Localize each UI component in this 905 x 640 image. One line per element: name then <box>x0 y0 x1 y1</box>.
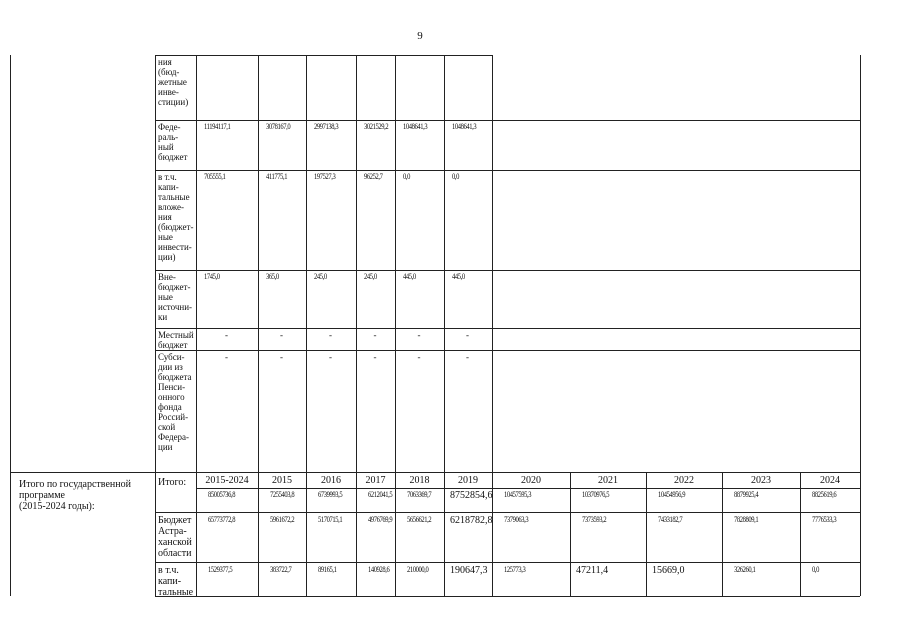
total-value: 8879925,4 <box>734 490 759 499</box>
total-value: 8752854,6 <box>450 490 493 501</box>
cell-value: 445,0 <box>403 272 416 281</box>
upper-column-line <box>395 55 396 472</box>
total-value: 7255403,8 <box>270 490 295 499</box>
cell-value: 3021529,2 <box>364 122 389 131</box>
cell-value: 705555,1 <box>204 172 226 181</box>
year-header: 2018 <box>409 475 430 486</box>
row-label: Феде- раль- ный бюджет <box>158 122 188 162</box>
row-label: Субси- дии из бюджета Пенси- онного фонда Россий- ской Федера- ции <box>158 352 192 452</box>
row-label: Бюджет Астра- ханской области <box>158 515 192 559</box>
upper-column-line <box>258 55 259 472</box>
total-value: 10454956,9 <box>658 490 686 499</box>
cell-value: 3078167,0 <box>266 122 291 131</box>
cell-value: 365,0 <box>266 272 279 281</box>
lower-column-line <box>356 472 357 596</box>
cell-value: - <box>417 352 421 362</box>
cell-value: - <box>225 352 228 362</box>
cell-value: 7828809,1 <box>734 515 759 524</box>
cell-value: 326260,1 <box>734 565 756 574</box>
page-number: 9 <box>417 30 423 42</box>
year-header: 2017 <box>365 475 386 486</box>
year-header: 2020 <box>521 475 541 486</box>
budget-row-line <box>155 562 860 563</box>
row-label: в т.ч. капи- тальные вложе- ния (бюджет- ные инвести- ции) <box>158 172 194 262</box>
row-label: Вне- бюджет- ные источни- ки <box>158 272 193 322</box>
cell-value: - <box>373 330 377 340</box>
total-value: 10457595,3 <box>504 490 532 499</box>
cell-value: 245,0 <box>314 272 327 281</box>
cell-value: 125773,3 <box>504 565 526 574</box>
lower-column-line <box>306 472 307 596</box>
upper-column-line <box>155 55 156 472</box>
years-row-line <box>196 488 860 489</box>
year-header: 2024 <box>820 475 840 486</box>
row-label: Местный бюджет <box>158 330 194 350</box>
upper-column-line <box>492 55 493 472</box>
lower-column-line <box>570 472 571 596</box>
cell-value: 140928,6 <box>368 565 390 574</box>
cell-value: 5961672,2 <box>270 515 295 524</box>
cell-value: 0,0 <box>812 565 819 574</box>
upper-column-line <box>444 55 445 472</box>
cell-value: 7433182,7 <box>658 515 683 524</box>
cell-value: 7379063,3 <box>504 515 529 524</box>
cell-value: 445,0 <box>452 272 465 281</box>
upper-column-line <box>306 55 307 472</box>
table-left-border <box>10 55 11 596</box>
lower-column-line <box>444 472 445 596</box>
cell-value: - <box>417 330 421 340</box>
cell-value: - <box>329 330 332 340</box>
total-value: 7063369,7 <box>407 490 432 499</box>
cell-value: - <box>329 352 332 362</box>
cell-value: 7373593,2 <box>582 515 607 524</box>
cell-value: 383722,7 <box>270 565 292 574</box>
year-header: 2022 <box>674 475 694 486</box>
lower-column-line <box>722 472 723 596</box>
cell-value: 245,0 <box>364 272 377 281</box>
year-header: 2015 <box>272 475 292 486</box>
total-value: 8825619,6 <box>812 490 837 499</box>
lower-column-line <box>395 472 396 596</box>
lower-column-line <box>258 472 259 596</box>
cell-value: - <box>280 352 283 362</box>
upper-row-line <box>155 270 860 271</box>
program-top-line <box>10 472 860 473</box>
total-value: 10370976,5 <box>582 490 610 499</box>
cell-value: 96252,7 <box>364 172 383 181</box>
total-label: Итого: <box>158 477 187 488</box>
upper-row-line <box>155 120 860 121</box>
year-header: 2015-2024 <box>205 475 249 486</box>
cell-value: 5656621,2 <box>407 515 432 524</box>
lower-column-line <box>860 472 861 596</box>
cell-value: 190647,3 <box>450 565 488 576</box>
cell-value: 411775,1 <box>266 172 288 181</box>
year-header: 2016 <box>321 475 341 486</box>
cell-value: 5170715,1 <box>318 515 343 524</box>
cell-value: 15669,0 <box>652 565 685 576</box>
total-value: 6739993,5 <box>318 490 343 499</box>
row-label: ния (бюд- жетные инве- стиции) <box>158 57 189 107</box>
cell-value: 47211,4 <box>576 565 609 576</box>
total-value: 85005736,8 <box>208 490 236 499</box>
upper-row-line <box>155 350 860 351</box>
upper-row-line <box>155 55 492 56</box>
cell-value: 0,0 <box>403 172 410 181</box>
row-label: в т.ч. капи- тальные <box>158 565 194 598</box>
upper-column-line <box>196 55 197 472</box>
cell-value: 1745,0 <box>204 272 220 281</box>
total-value: 6212041,5 <box>368 490 393 499</box>
upper-column-line <box>356 55 357 472</box>
cell-value: - <box>373 352 377 362</box>
lower-column-line <box>646 472 647 596</box>
lower-column-line <box>155 472 156 596</box>
cell-value: 210000,0 <box>407 565 429 574</box>
cell-value: 1048641,3 <box>403 122 428 131</box>
cell-value: 65773772,8 <box>208 515 236 524</box>
cell-value: 197527,3 <box>314 172 336 181</box>
cell-value: - <box>280 330 283 340</box>
bottom-row-line <box>155 596 860 597</box>
upper-row-line <box>155 328 860 329</box>
cell-value: 7776533,3 <box>812 515 837 524</box>
cell-value: - <box>466 352 469 362</box>
cell-value: 1048641,3 <box>452 122 477 131</box>
cell-value: 4976769,9 <box>368 515 393 524</box>
year-header: 2019 <box>458 475 478 486</box>
cell-value: 1529377,5 <box>208 565 233 574</box>
cell-value: 0,0 <box>452 172 459 181</box>
year-header: 2023 <box>751 475 771 486</box>
program-title: Итого по государственной программе (2015-2024 годы): <box>19 479 131 512</box>
cell-value: 89165,1 <box>318 565 337 574</box>
cell-value: 2997138,3 <box>314 122 339 131</box>
total-row-line <box>155 512 860 513</box>
year-header: 2021 <box>598 475 618 486</box>
cell-value: - <box>466 330 469 340</box>
cell-value: 11194117,1 <box>204 122 231 131</box>
cell-value: - <box>225 330 228 340</box>
lower-column-line <box>196 472 197 596</box>
cell-value: 6218782,8 <box>450 515 493 526</box>
upper-row-line <box>155 170 860 171</box>
lower-column-line <box>800 472 801 596</box>
